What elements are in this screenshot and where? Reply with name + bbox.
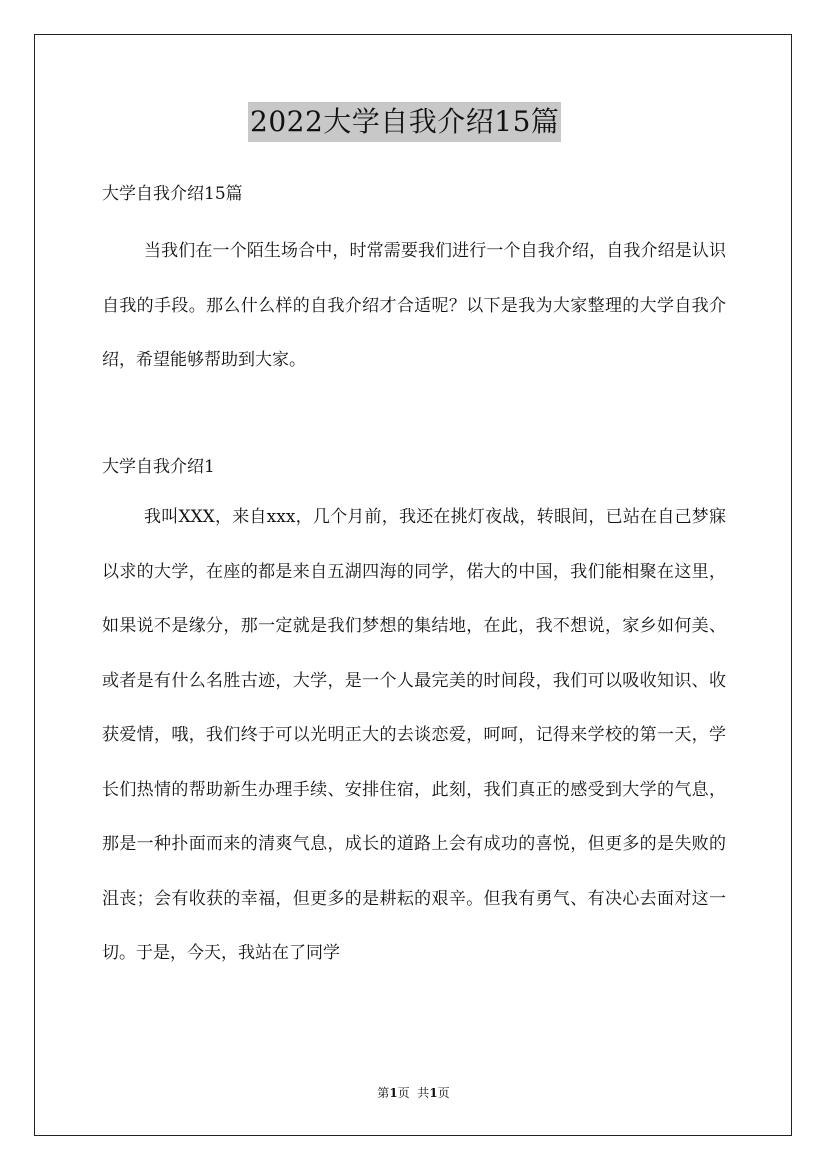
page-footer	[0, 1085, 827, 1101]
footer-page-number: 1	[389, 1086, 398, 1100]
intro-paragraph: 当我们在一个陌生场合中，时常需要我们进行一个自我介绍，自我介绍是认识自我的手段。那么什么样的自我介绍才合适呢？以下是我为大家整理的大学自我介绍，希望能够帮助到大家。	[102, 241, 726, 370]
document-subtitle: 大学自我介绍15篇	[102, 184, 243, 204]
section-heading: 大学自我介绍1	[102, 457, 215, 477]
footer-page-suffix: 页 共	[397, 1086, 430, 1100]
document-title: 2022大学自我介绍15篇	[248, 102, 561, 142]
body-paragraph: 我叫XXX，来自xxx，几个月前，我还在挑灯夜战，转眼间，已站在自己梦寐以求的大学，在座的都是来自五湖四海的同学，偌大的中国，我们能相聚在这里，如果说不是缘分，那一定就是我们梦想的集结地，在此，我不想说，家乡如何美、或者是有什么名胜古迹，大学，是一个人最完美的时间段，我们可以吸收知识、收获爱情，哦，我们终于可以光明正大的去谈恋爱，呵呵，记得来学校的第一天，学长们热情的帮助新生办理手续、安排住宿，此刻，我们真正的感受到大学的气息，那是一种扑面而来的清爽气息，成长的道路上会有成功的喜悦，但更多的是失败的沮丧；会有收获的幸福，但更多的是耕耘的艰辛。但我有勇气、有决心去面对这一切。于是，今天，我站在了同学	[102, 507, 726, 963]
footer-page-prefix: 第	[377, 1086, 390, 1100]
footer-total-suffix: 页	[437, 1086, 450, 1100]
footer-total-pages: 1	[429, 1086, 438, 1100]
